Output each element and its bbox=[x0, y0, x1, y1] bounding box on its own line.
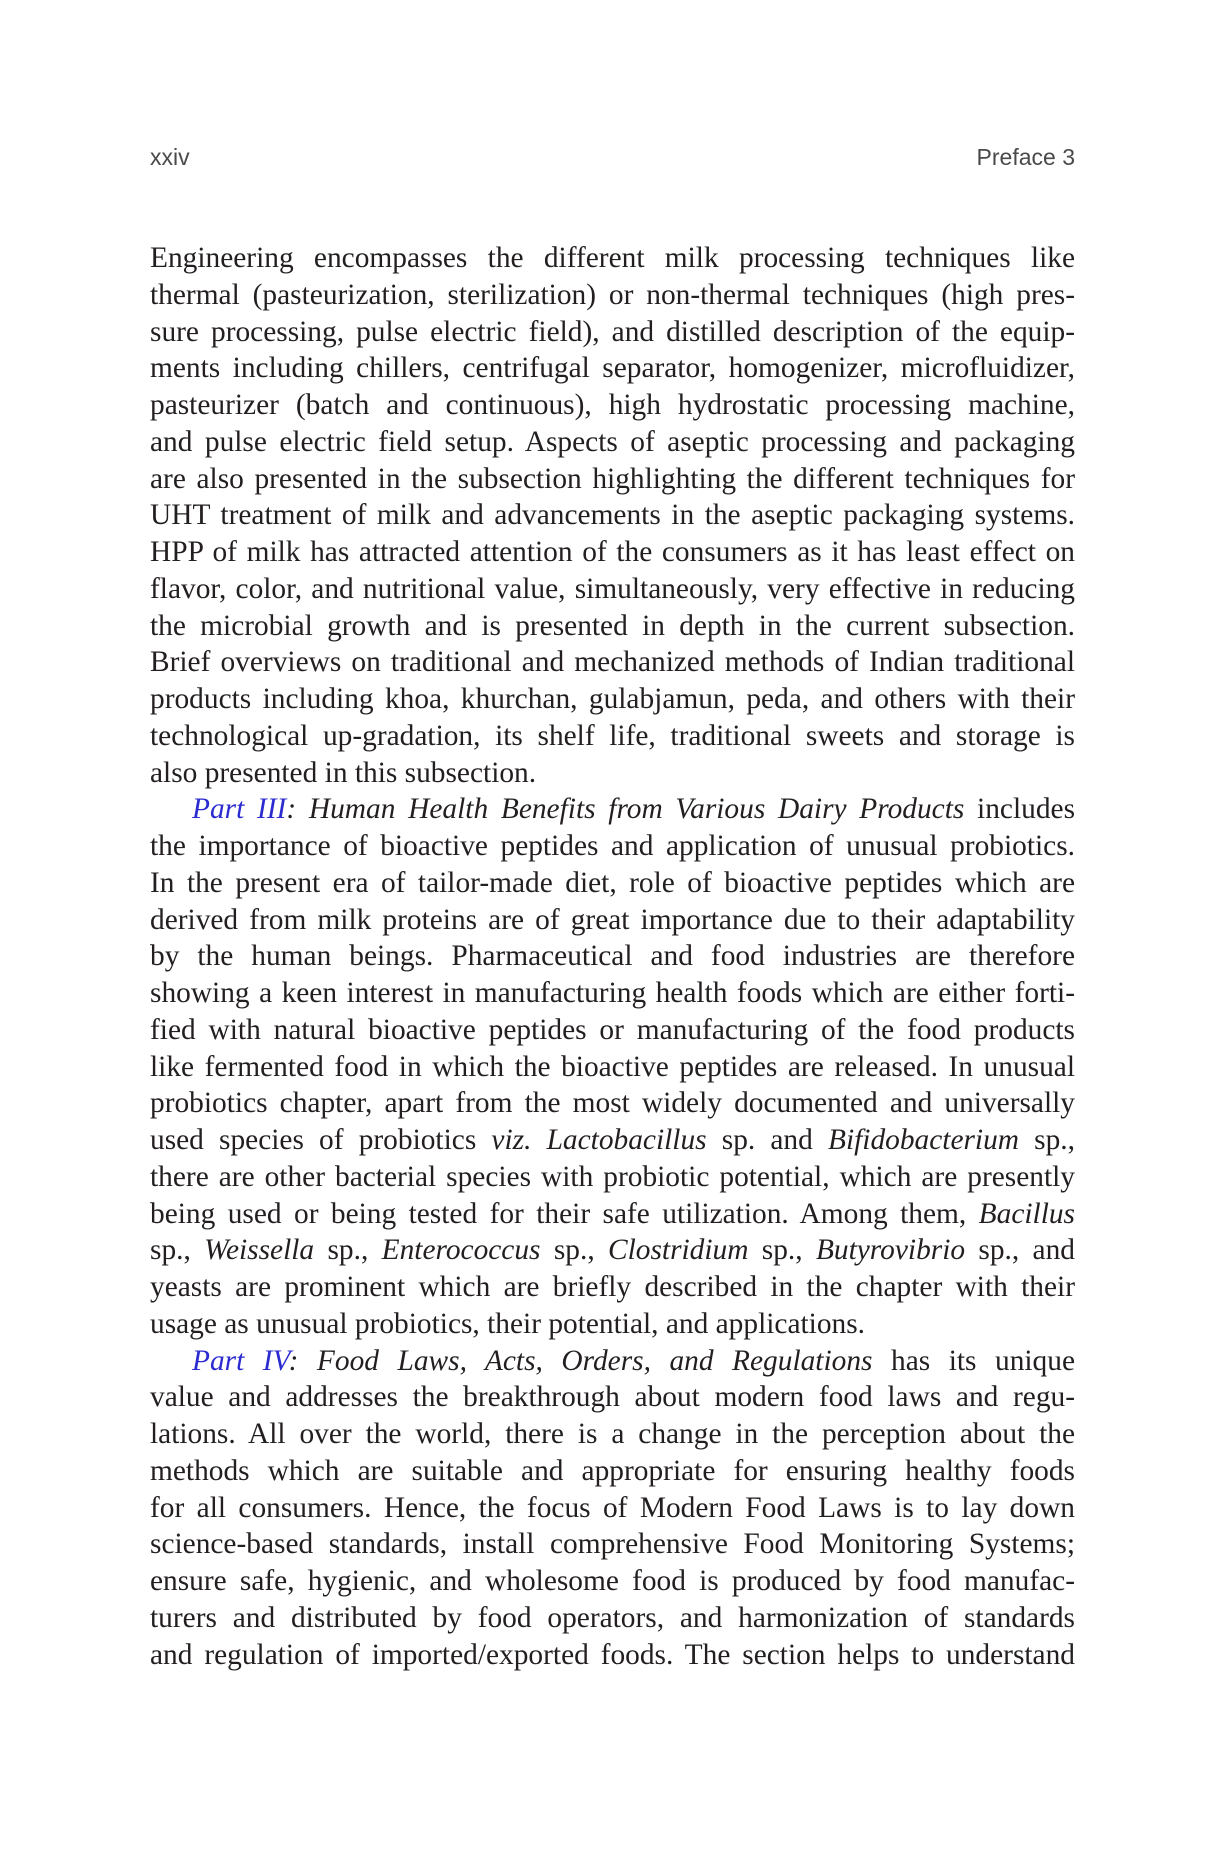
text-line: technological up-gradation, its shelf life, traditional sweets and storage is bbox=[150, 719, 1075, 752]
text-line: pasteurizer (batch and continuous), high hydrostatic processing machine, bbox=[150, 389, 1075, 421]
text-line: the importance of bioactive peptides and application of unusual probiotics. bbox=[150, 830, 1075, 862]
text-line: there are other bacterial species with probiotic potential, which are presently bbox=[150, 1160, 1075, 1193]
text-line: value and addresses the breakthrough about modern food laws and regu- bbox=[150, 1381, 1075, 1414]
text-line: thermal (pasteurization, sterilization) or non-thermal techniques (high pres- bbox=[150, 278, 1075, 311]
text-line: science-based standards, install comprehensive Food Monitoring Systems; bbox=[150, 1528, 1075, 1561]
text-line: lations. All over the world, there is a change in the perception about the bbox=[150, 1418, 1075, 1450]
text-line: HPP of milk has attracted attention of the consumers as it has least effect on bbox=[150, 536, 1075, 568]
part-iv-link[interactable]: Part IV bbox=[192, 1344, 289, 1377]
text-line: for all consumers. Hence, the focus of Modern Food Laws is to lay down bbox=[150, 1491, 1075, 1524]
body-text bbox=[150, 240, 1075, 1673]
text-line: showing a keen interest in manufacturing health foods which are either forti- bbox=[150, 977, 1075, 1009]
text-line: Part IV: Food Laws, Acts, Orders, and Regulations has its unique bbox=[192, 1344, 1075, 1377]
running-title: Preface 3 bbox=[976, 144, 1075, 170]
text-line: products including khoa, khurchan, gulabjamun, peda, and others with their bbox=[150, 683, 1075, 715]
text-line: used species of probiotics viz. Lactobacillus sp. and Bifidobacterium sp., bbox=[150, 1124, 1076, 1156]
text-line: by the human beings. Pharmaceutical and food industries are therefore bbox=[150, 940, 1075, 973]
text-line: In the present era of tailor-made diet, role of bioactive peptides which are bbox=[150, 866, 1075, 899]
page-number: xxiv bbox=[150, 144, 190, 170]
text-line: ensure safe, hygienic, and wholesome food is produced by food manufac- bbox=[150, 1565, 1075, 1597]
text-line: UHT treatment of milk and advancements in the aseptic packaging systems. bbox=[150, 499, 1075, 532]
text-line: also presented in this subsection. bbox=[150, 756, 537, 789]
text-line: the microbial growth and is presented in depth in the current subsection. bbox=[150, 609, 1075, 642]
text-line: like fermented food in which the bioactive peptides are released. In unusual bbox=[150, 1050, 1075, 1083]
text-line: being used or being tested for their safe utilization. Among them, Bacillus bbox=[150, 1197, 1075, 1230]
text-line: and regulation of imported/exported foods. The section helps to understand bbox=[150, 1638, 1075, 1671]
text-line: turers and distributed by food operators, and harmonization of standards bbox=[150, 1601, 1075, 1634]
text-line: are also presented in the subsection highlighting the different techniques for bbox=[150, 462, 1075, 495]
text-line: sure processing, pulse electric field), and distilled description of the equip- bbox=[150, 315, 1075, 348]
text-line: Part III: Human Health Benefits from Various Dairy Products includes bbox=[192, 793, 1076, 826]
text-line: usage as unusual probiotics, their potential, and applications. bbox=[150, 1307, 866, 1340]
text-line: Brief overviews on traditional and mechanized methods of Indian traditional bbox=[150, 646, 1075, 679]
text-line: Engineering encompasses the different milk processing techniques like bbox=[150, 242, 1075, 274]
text-line: probiotics chapter, apart from the most widely documented and universally bbox=[150, 1087, 1075, 1120]
text-line: sp., Weissella sp., Enterococcus sp., Clostridium sp., Butyrovibrio sp., and bbox=[150, 1234, 1075, 1267]
text-line: ments including chillers, centrifugal separator, homogenizer, microfluidizer, bbox=[150, 352, 1075, 385]
text-line: flavor, color, and nutritional value, simultaneously, very effective in reducing bbox=[150, 572, 1075, 605]
text-line: fied with natural bioactive peptides or manufacturing of the food products bbox=[150, 1013, 1075, 1046]
text-line: and pulse electric field setup. Aspects of aseptic processing and packaging bbox=[150, 425, 1075, 458]
text-line: derived from milk proteins are of great importance due to their adaptability bbox=[150, 903, 1075, 936]
part-iii-link[interactable]: Part III bbox=[192, 793, 287, 826]
text-line: methods which are suitable and appropriate for ensuring healthy foods bbox=[150, 1454, 1075, 1487]
text-line: yeasts are prominent which are briefly described in the chapter with their bbox=[150, 1271, 1075, 1303]
